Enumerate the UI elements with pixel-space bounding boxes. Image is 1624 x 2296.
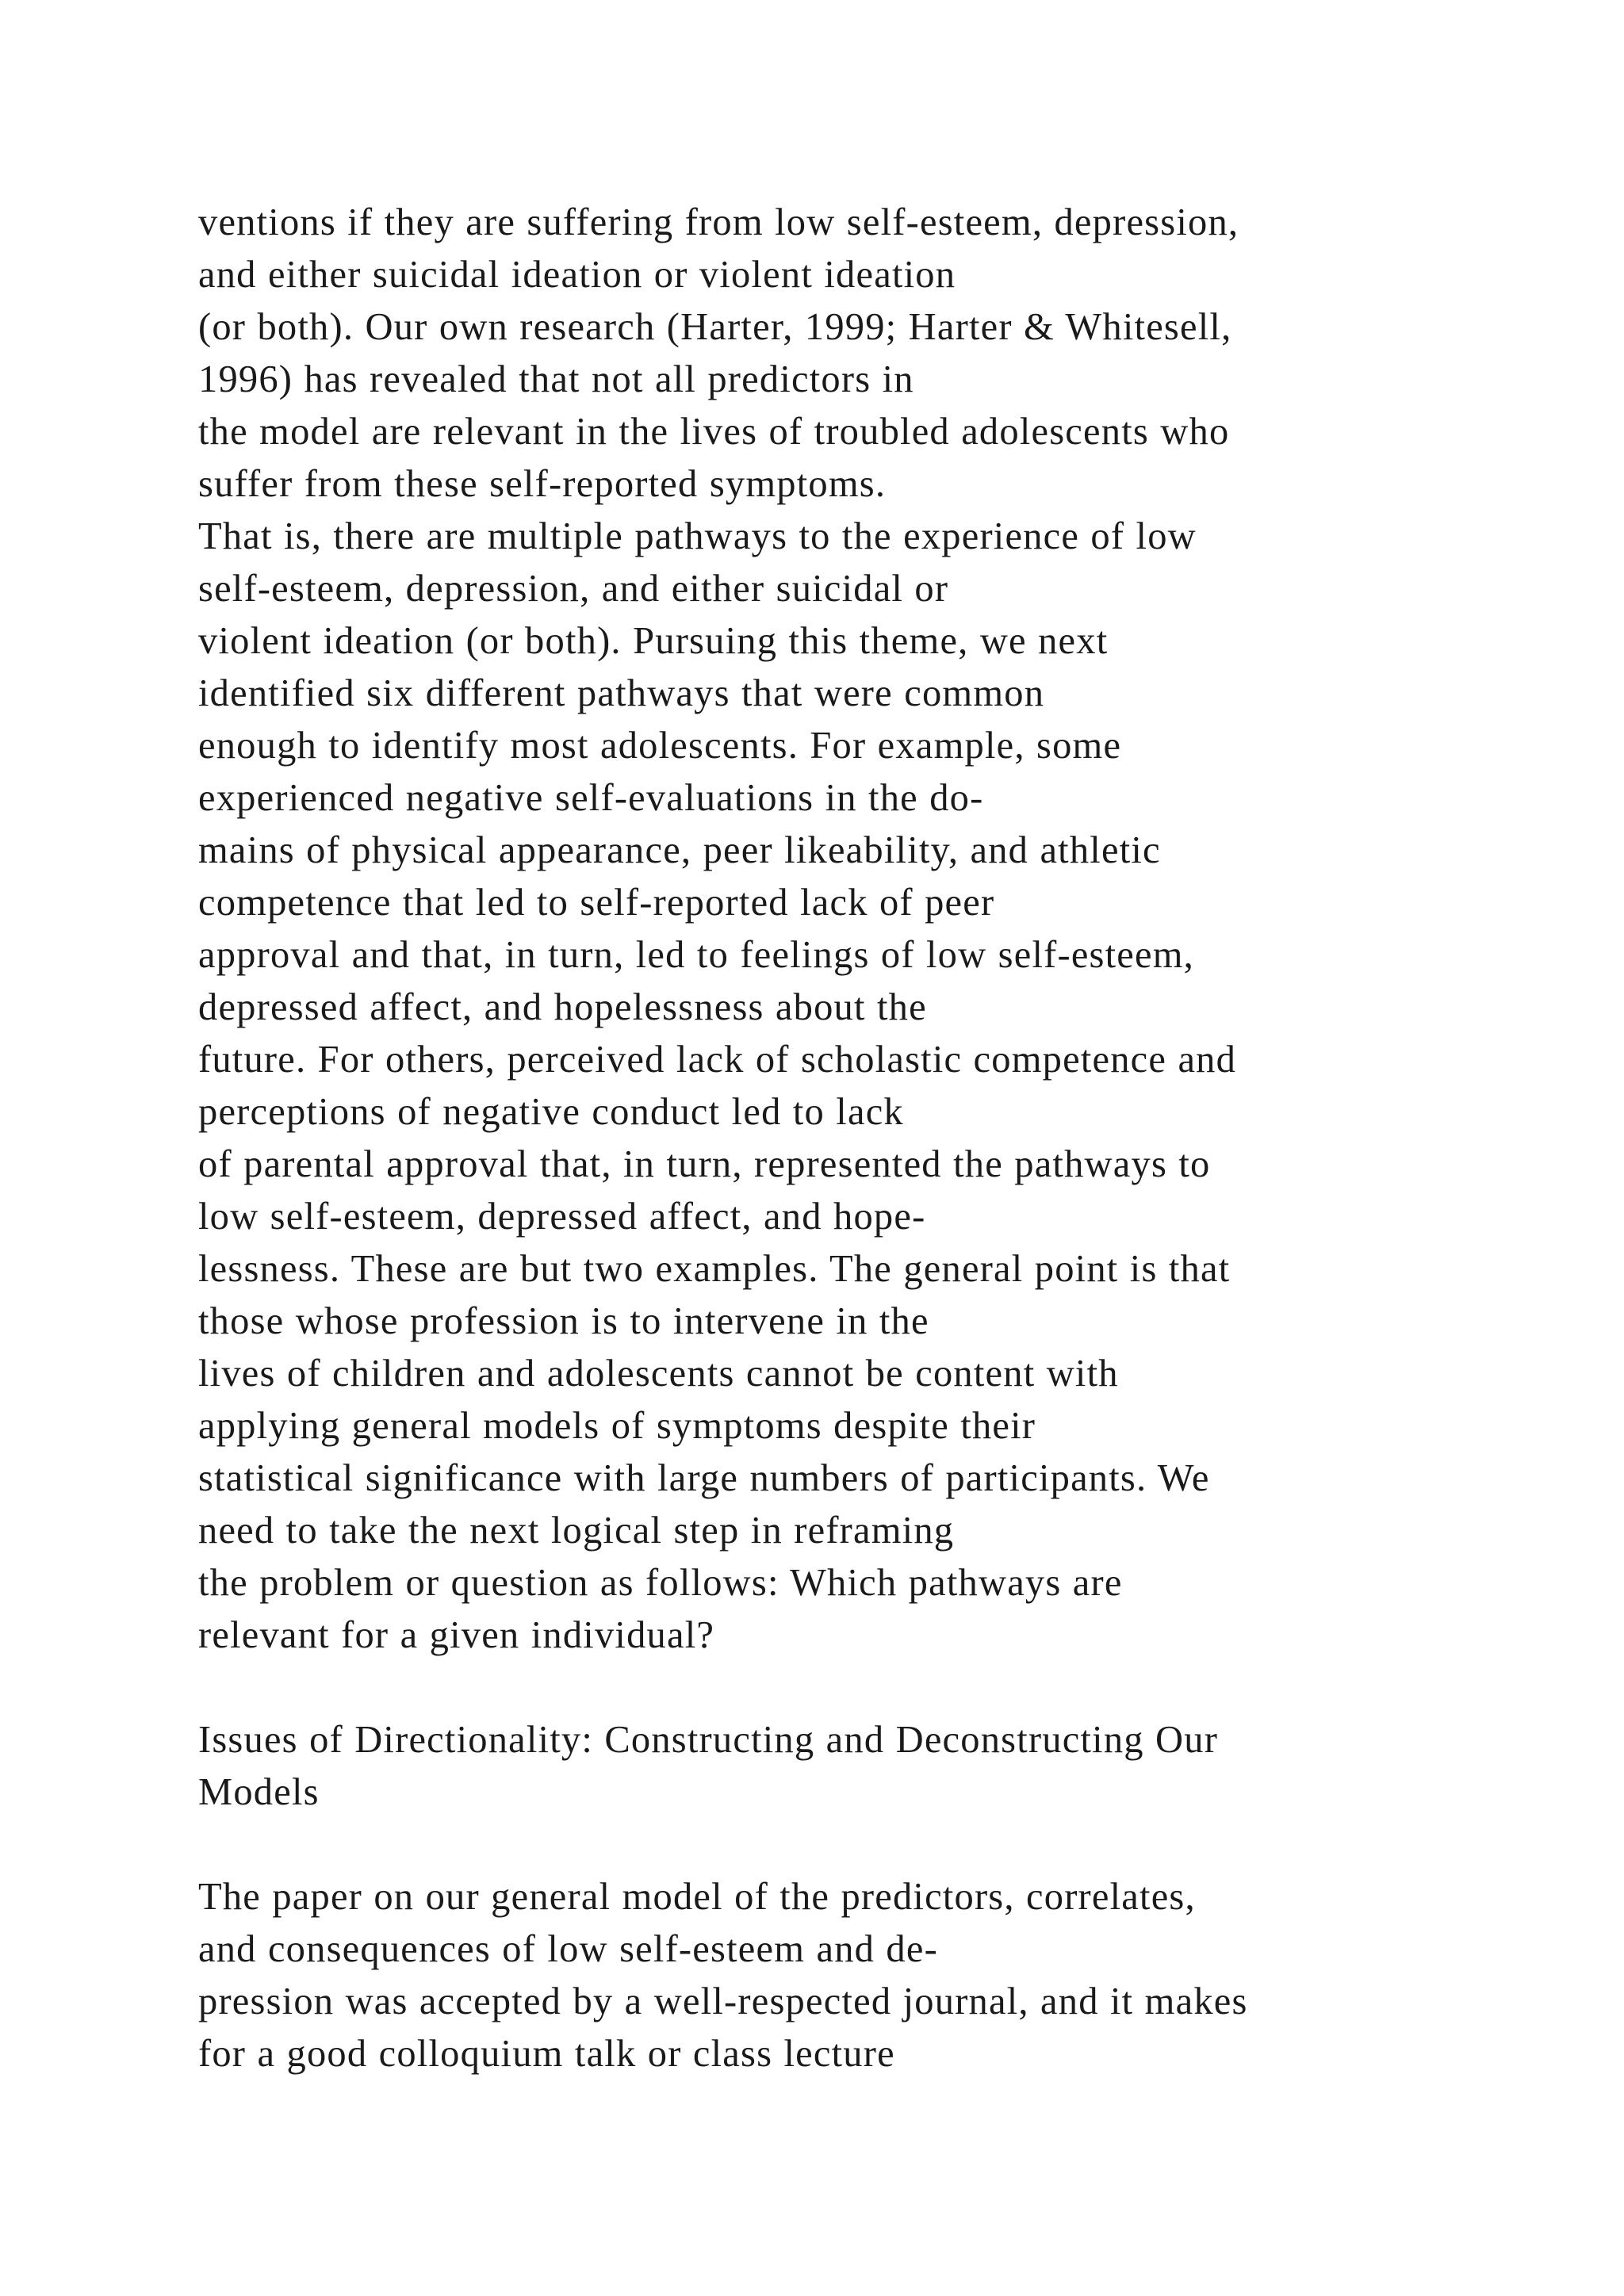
text-line: suffer from these self-reported symptoms. [198, 463, 887, 505]
text-line: pression was accepted by a well-respected journal, and it makes [198, 1980, 1248, 2022]
text-line: perceptions of negative conduct led to lack [198, 1091, 904, 1133]
text-line: of parental approval that, in turn, represented the pathways to [198, 1143, 1211, 1185]
text-line: lives of children and adolescents cannot be content with [198, 1353, 1119, 1395]
text-line: enough to identify most adolescents. For example, some [198, 725, 1122, 767]
paragraph-general-model [198, 1871, 1546, 2080]
text-line: statistical significance with large numbers of participants. We [198, 1457, 1210, 1499]
text-line: those whose profession is to intervene in the [198, 1300, 929, 1342]
text-line: self-esteem, depression, and either suicidal or [198, 568, 949, 610]
text-line: competence that led to self-reported lack of peer [198, 882, 995, 924]
text-line: That is, there are multiple pathways to the experience of low [198, 515, 1197, 557]
text-line: for a good colloquium talk or class lecture [198, 2033, 895, 2075]
text-line: ventions if they are suffering from low self-esteem, depression, [198, 201, 1239, 243]
text-line: (or both). Our own research (Harter, 1999; Harter & Whitesell, [198, 306, 1232, 348]
text-line: need to take the next logical step in reframing [198, 1510, 955, 1552]
text-line: approval and that, in turn, led to feelings of low self-esteem, [198, 934, 1194, 976]
text-line: and either suicidal ideation or violent ideation [198, 254, 956, 296]
section-heading [198, 1714, 1546, 1819]
heading-line: Issues of Directionality: Constructing and Deconstructing Our [198, 1719, 1219, 1761]
text-line: The paper on our general model of the predictors, correlates, [198, 1876, 1196, 1918]
paragraph-gap [198, 1819, 1546, 1871]
text-line: future. For others, perceived lack of scholastic competence and [198, 1039, 1237, 1081]
text-line: violent ideation (or both). Pursuing this theme, we next [198, 620, 1109, 662]
text-line: experienced negative self-evaluations in the do- [198, 777, 984, 819]
paragraph-gap [198, 1662, 1546, 1714]
text-line: applying general models of symptoms despite their [198, 1405, 1036, 1447]
text-line: mains of physical appearance, peer likeability, and athletic [198, 829, 1161, 871]
text-line: low self-esteem, depressed affect, and hope- [198, 1196, 926, 1238]
text-line: the model are relevant in the lives of troubled adolescents who [198, 411, 1230, 453]
text-line: identified six different pathways that were common [198, 672, 1045, 714]
heading-line: Models [198, 1771, 320, 1813]
text-line: 1996) has revealed that not all predictors in [198, 358, 914, 400]
text-line: depressed affect, and hopelessness about the [198, 986, 927, 1028]
text-line: lessness. These are but two examples. The general point is that [198, 1248, 1231, 1290]
text-line: relevant for a given individual? [198, 1614, 715, 1656]
text-line: and consequences of low self-esteem and de- [198, 1928, 938, 1970]
text-line: the problem or question as follows: Which pathways are [198, 1562, 1123, 1604]
paragraph-pathways [198, 197, 1546, 1662]
document-text [198, 197, 1546, 2080]
